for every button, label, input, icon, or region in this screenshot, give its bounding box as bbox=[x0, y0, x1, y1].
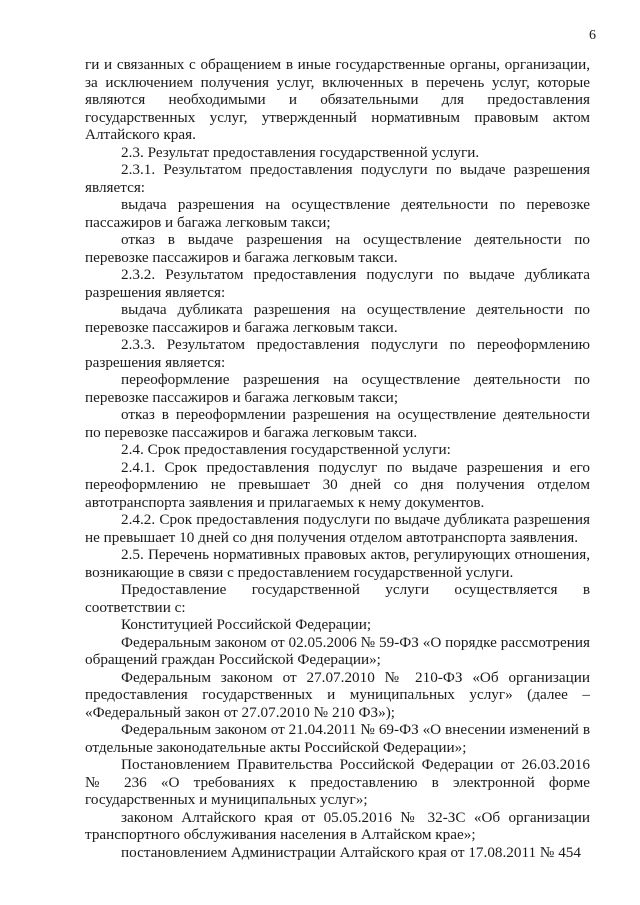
list-item: законом Алтайского края от 05.05.2016 № 32-ЗС «Об организации транспортного обслуживания населения в Алтайском крае»; bbox=[85, 808, 590, 843]
paragraph: 2.3.3. Результатом предоставления подуслуги по переоформлению разрешения является: bbox=[85, 336, 590, 371]
list-item: отказ в выдаче разрешения на осуществление деятельности по перевозке пассажиров и багажа легковым такси. bbox=[85, 231, 590, 266]
list-item: отказ в переоформлении разрешения на осуществление деятельности по перевозке пассажиров и багажа легковым такси. bbox=[85, 406, 590, 441]
list-item: переоформление разрешения на осуществление деятельности по перевозке пассажиров и багажа легковым такси; bbox=[85, 371, 590, 406]
page-number: 6 bbox=[589, 28, 596, 43]
list-item: постановлением Администрации Алтайского края от 17.08.2011 № 454 bbox=[121, 843, 581, 861]
list-item: выдача разрешения на осуществление деятельности по перевозке пассажиров и багажа легковым такси; bbox=[85, 196, 590, 231]
list-item: Федеральным законом от 02.05.2006 № 59-ФЗ «О порядке рассмотрения обращений граждан Российской Федерации»; bbox=[85, 633, 590, 668]
list-item: Федеральным законом от 21.04.2011 № 69-ФЗ «О внесении изменений в отдельные законодательные акты Российской Федерации»; bbox=[85, 721, 590, 756]
document-body bbox=[85, 56, 590, 861]
list-item: Конституцией Российской Федерации; bbox=[121, 616, 372, 633]
section-heading: 2.4. Срок предоставления государственной услуги: bbox=[121, 441, 451, 458]
paragraph: 2.4.2. Срок предоставления подуслуги по выдаче дубликата разрешения не превышает 10 дней со дня получения отделом автотранспорта заявления. bbox=[85, 511, 590, 546]
section-heading: 2.5. Перечень нормативных правовых актов, регулирующих отношения, возникающие в связи с предоставлением государственной услуги. bbox=[85, 546, 590, 581]
paragraph: 2.3.1. Результатом предоставления подуслуги по выдаче разрешения является: bbox=[85, 161, 590, 196]
paragraph: 2.4.1. Срок предоставления подуслуг по выдаче разрешения и его переоформлению не превышает 30 дней со дня получения отделом автотранспорта заявления и прилагаемых к нему документов. bbox=[85, 458, 590, 511]
list-item: выдача дубликата разрешения на осуществление деятельности по перевозке пассажиров и багажа легковым такси. bbox=[85, 301, 590, 336]
list-item: Постановлением Правительства Российской Федерации от 26.03.2016 № 236 «О требованиях к предоставлению в электронной форме государственных и муниципальных услуг»; bbox=[85, 756, 590, 808]
list-item: Федеральным законом от 27.07.2010 № 210-ФЗ «Об организации предоставления государственных и муниципальных услуг» (далее – «Федеральный закон от 27.07.2010 № 210 ФЗ»); bbox=[85, 668, 590, 721]
paragraph: ги и связанных с обращением в иные государственные органы, организации, за исключением получения услуг, включенных в перечень услуг, которые являются необходимыми и обязательными для предоставления государственных услуг, утвержденный нормативным правовым актом Алтайского края. bbox=[85, 56, 590, 143]
paragraph: Предоставление государственной услуги осуществляется в соответствии с: bbox=[85, 581, 590, 616]
paragraph: 2.3.2. Результатом предоставления подуслуги по выдаче дубликата разрешения является: bbox=[85, 266, 590, 301]
section-heading: 2.3. Результат предоставления государственной услуги. bbox=[121, 143, 480, 161]
